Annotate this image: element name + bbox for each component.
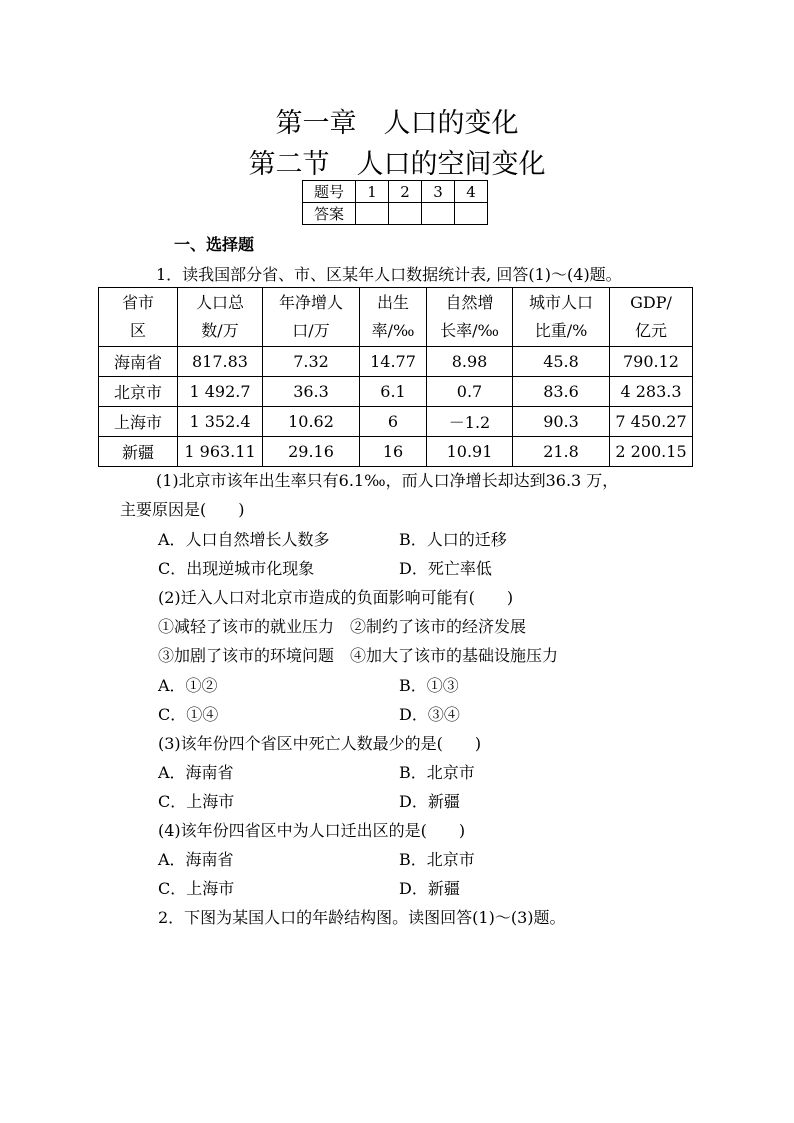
answer-number-1: 1 [356,181,389,203]
answer-cell-2[interactable] [389,203,422,225]
subq1-stem-line2: 主要原因是( ) [120,500,245,519]
answer-label-question: 题号 [303,181,356,203]
table-cell: 6 [360,407,427,437]
table-cell: 新疆 [99,437,178,467]
table-cell: 10.62 [263,407,360,437]
subq4-option-d[interactable]: D．新疆 [399,879,460,898]
answer-number-4: 4 [455,181,488,203]
table-cell: 上海市 [99,407,178,437]
answer-table-answer-row [303,203,488,225]
table-cell: 817.83 [178,347,263,377]
table-cell: －1.2 [427,407,513,437]
answer-label-answer: 答案 [303,203,356,225]
table-cell: 16 [360,437,427,467]
table-row [99,347,693,377]
answer-table-number-row [303,181,488,203]
table-cell: 1 492.7 [178,377,263,407]
subq3-option-d[interactable]: D．新疆 [399,792,460,811]
question-2-intro: 2．下图为某国人口的年龄结构图。读图回答(1)～(3)题。 [158,908,566,927]
header-natural-growth: 自然增 长率/‰ [427,288,513,347]
table-row [99,437,693,467]
subq1-option-a[interactable]: A．人口自然增长人数多 [158,530,330,549]
table-cell: 21.8 [513,437,610,467]
subq4-stem: (4)该年份四省区中为人口迁出区的是( ) [158,821,466,840]
answer-cell-1[interactable] [356,203,389,225]
subq3-option-c[interactable]: C．上海市 [158,792,235,811]
table-cell: 45.8 [513,347,610,377]
table-header-row [99,288,693,347]
table-cell: 10.91 [427,437,513,467]
table-cell: 29.16 [263,437,360,467]
table-cell: 海南省 [99,347,178,377]
answer-cell-3[interactable] [422,203,455,225]
table-cell: 8.98 [427,347,513,377]
header-birth-rate: 出生 率/‰ [360,288,427,347]
table-cell: 北京市 [99,377,178,407]
header-net-increase: 年净增人 口/万 [263,288,360,347]
answer-number-2: 2 [389,181,422,203]
question-1-intro: 1．读我国部分省、市、区某年人口数据统计表, 回答(1)～(4)题。 [156,265,622,284]
header-urban-ratio: 城市人口 比重/% [513,288,610,347]
table-row [99,407,693,437]
subq3-stem: (3)该年份四个省区中死亡人数最少的是( ) [158,734,482,753]
table-cell: 790.12 [610,347,693,377]
table-cell: 14.77 [360,347,427,377]
answer-number-3: 3 [422,181,455,203]
table-cell: 7 450.27 [610,407,693,437]
table-cell: 2 200.15 [610,437,693,467]
table-cell: 90.3 [513,407,610,437]
subq4-option-a[interactable]: A．海南省 [158,850,234,869]
subq2-option-b[interactable]: B．①③ [399,676,459,695]
table-cell: 4 283.3 [610,377,693,407]
section-heading: 一、选择题 [174,235,255,254]
answer-cell-4[interactable] [455,203,488,225]
subq3-option-b[interactable]: B．北京市 [399,763,475,782]
subq1-stem-line1: (1)北京市该年出生率只有6.1‰，而人口净增长却达到36.3 万， [156,471,619,490]
header-province: 省市 区 [99,288,178,347]
table-cell: 0.7 [427,377,513,407]
subq1-option-d[interactable]: D．死亡率低 [399,559,492,578]
table-cell: 1 352.4 [178,407,263,437]
header-gdp: GDP/ 亿元 [610,288,693,347]
subq2-stem: (2)迁入人口对北京市造成的负面影响可能有( ) [158,588,514,607]
table-cell: 1 963.11 [178,437,263,467]
section-title: 第二节 人口的空间变化 [248,149,546,180]
subq1-option-c[interactable]: C．出现逆城市化现象 [158,559,315,578]
subq2-option-a[interactable]: A．①② [158,676,218,695]
table-cell: 36.3 [263,377,360,407]
population-data-table [98,287,693,467]
subq1-option-b[interactable]: B．人口的迁移 [399,530,507,549]
chapter-title: 第一章 人口的变化 [275,108,519,139]
subq2-statements-34: ③加剧了该市的环境问题 ④加大了该市的基础设施压力 [158,646,559,665]
subq4-option-c[interactable]: C．上海市 [158,879,235,898]
table-cell: 6.1 [360,377,427,407]
subq2-option-d[interactable]: D．③④ [399,705,460,724]
subq3-option-a[interactable]: A．海南省 [158,763,234,782]
table-row [99,377,693,407]
header-total-population: 人口总 数/万 [178,288,263,347]
subq2-statements-12: ①减轻了该市的就业压力 ②制约了该市的经济发展 [158,617,527,636]
table-cell: 7.32 [263,347,360,377]
subq2-option-c[interactable]: C．①④ [158,705,219,724]
answer-table [302,180,488,225]
subq4-option-b[interactable]: B．北京市 [399,850,475,869]
table-cell: 83.6 [513,377,610,407]
